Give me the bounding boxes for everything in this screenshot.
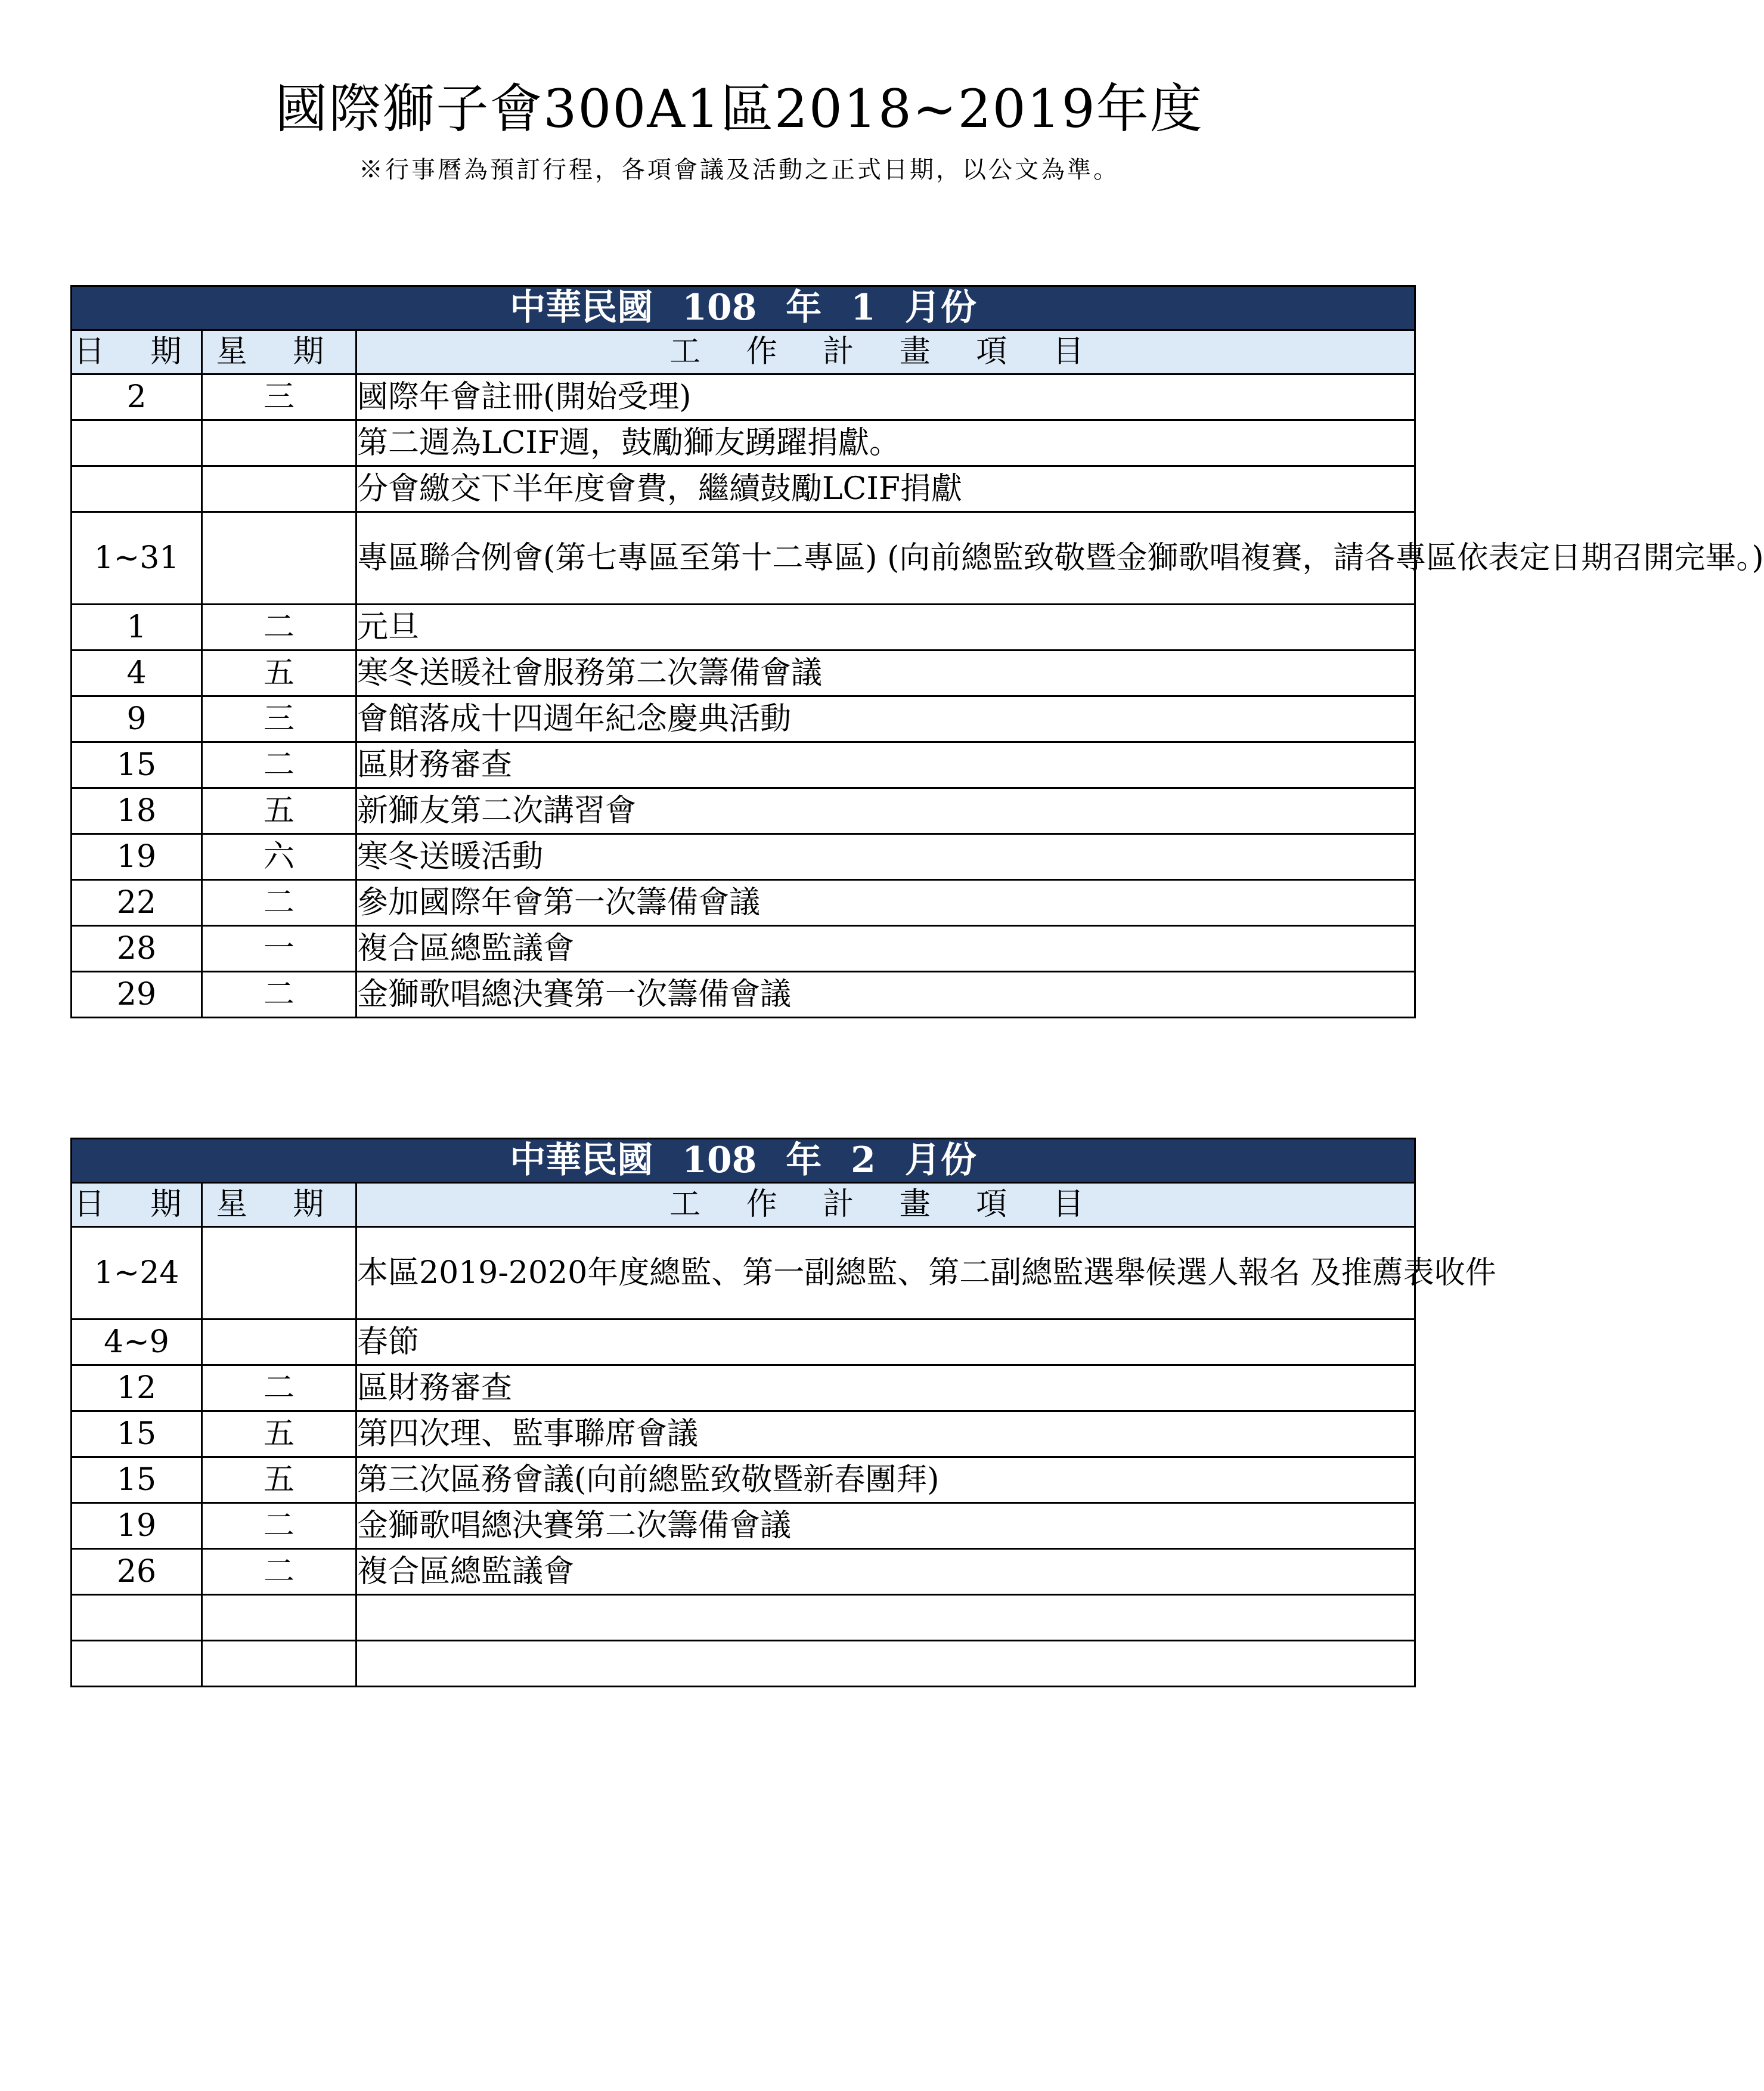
weekday-cell: 二 — [202, 1549, 356, 1595]
weekday-cell — [202, 1595, 356, 1641]
table-row — [72, 972, 1415, 1018]
task-cell: 第二週為LCIF週，鼓勵獅友踴躍捐獻。 — [356, 420, 1415, 466]
day-cell — [72, 1641, 202, 1687]
task-cell: 春節 — [356, 1319, 1415, 1365]
table-row — [72, 696, 1415, 742]
day-cell: 1~24 — [72, 1227, 202, 1319]
day-column-header: 日 期 — [72, 1183, 202, 1227]
weekday-cell — [202, 466, 356, 512]
day-cell: 15 — [72, 1411, 202, 1457]
weekday-cell: 二 — [202, 1365, 356, 1411]
task-cell: 分會繳交下半年度會費，繼續鼓勵LCIF捐獻 — [356, 466, 1415, 512]
weekday-cell — [202, 1319, 356, 1365]
task-cell: 參加國際年會第一次籌備會議 — [356, 880, 1415, 926]
task-cell: 第四次理、監事聯席會議 — [356, 1411, 1415, 1457]
day-cell: 4 — [72, 650, 202, 696]
month-header-row — [72, 286, 1415, 330]
day-cell: 1~31 — [72, 512, 202, 605]
task-cell: 新獅友第二次講習會 — [356, 788, 1415, 834]
table-row — [72, 420, 1415, 466]
task-cell: 國際年會註冊(開始受理) — [356, 374, 1415, 420]
table-row — [72, 512, 1415, 605]
weekday-cell: 二 — [202, 972, 356, 1018]
day-cell: 19 — [72, 834, 202, 880]
table-row — [72, 834, 1415, 880]
day-cell: 19 — [72, 1503, 202, 1549]
table-row — [72, 788, 1415, 834]
page-subtitle: ※行事曆為預訂行程，各項會議及活動之正式日期，以公文為準。 — [359, 156, 1120, 184]
day-column-header: 日 期 — [72, 330, 202, 374]
weekday-cell: 二 — [202, 880, 356, 926]
weekday-cell: 一 — [202, 926, 356, 972]
task-cell: 寒冬送暖活動 — [356, 834, 1415, 880]
day-cell: 15 — [72, 1457, 202, 1503]
weekday-cell — [202, 512, 356, 605]
table-row — [72, 926, 1415, 972]
day-cell: 12 — [72, 1365, 202, 1411]
weekday-cell: 二 — [202, 605, 356, 650]
table-row — [72, 1503, 1415, 1549]
task-cell: 寒冬送暖社會服務第二次籌備會議 — [356, 650, 1415, 696]
column-header-row — [72, 330, 1415, 374]
day-cell: 26 — [72, 1549, 202, 1595]
weekday-cell: 五 — [202, 788, 356, 834]
weekday-cell: 六 — [202, 834, 356, 880]
task-cell: 金獅歌唱總決賽第一次籌備會議 — [356, 972, 1415, 1018]
month-heading: 中華民國 108 年 2 月份 — [72, 1139, 1415, 1183]
month-heading: 中華民國 108 年 1 月份 — [72, 286, 1415, 330]
day-cell: 4~9 — [72, 1319, 202, 1365]
task-column-header: 工 作 計 畫 項 目 — [356, 1183, 1415, 1227]
day-cell: 15 — [72, 742, 202, 788]
task-cell: 複合區總監議會 — [356, 1549, 1415, 1595]
task-cell — [356, 1641, 1415, 1687]
table-row — [72, 880, 1415, 926]
task-cell: 元旦 — [356, 605, 1415, 650]
table-row — [72, 466, 1415, 512]
weekday-cell — [202, 1227, 356, 1319]
table-row — [72, 1227, 1415, 1319]
task-cell: 第三次區務會議(向前總監致敬暨新春團拜) — [356, 1457, 1415, 1503]
day-cell — [72, 1595, 202, 1641]
task-cell: 區財務審查 — [356, 742, 1415, 788]
january-schedule-table — [70, 285, 1764, 1018]
task-cell: 區財務審查 — [356, 1365, 1415, 1411]
page-title: 國際獅子會300A1區2018~2019年度 — [275, 78, 1204, 140]
weekday-cell: 五 — [202, 650, 356, 696]
table-row — [72, 1549, 1415, 1595]
task-cell: 會館落成十四週年紀念慶典活動 — [356, 696, 1415, 742]
weekday-cell — [202, 1641, 356, 1687]
weekday-cell: 五 — [202, 1457, 356, 1503]
weekday-cell: 五 — [202, 1411, 356, 1457]
day-cell: 9 — [72, 696, 202, 742]
day-cell: 2 — [72, 374, 202, 420]
day-cell: 18 — [72, 788, 202, 834]
day-cell: 1 — [72, 605, 202, 650]
weekday-cell: 二 — [202, 742, 356, 788]
february-schedule-table — [70, 1138, 1496, 1687]
table-row — [72, 1319, 1415, 1365]
table-row — [72, 742, 1415, 788]
weekday-cell — [202, 420, 356, 466]
column-header-row — [72, 1183, 1415, 1227]
weekday-cell: 二 — [202, 1503, 356, 1549]
table-row — [72, 1595, 1415, 1641]
day-cell — [72, 420, 202, 466]
table-row — [72, 1641, 1415, 1687]
weekday-column-header: 星 期 — [202, 330, 356, 374]
weekday-cell: 三 — [202, 374, 356, 420]
weekday-column-header: 星 期 — [202, 1183, 356, 1227]
month-header-row — [72, 1139, 1415, 1183]
table-row — [72, 1365, 1415, 1411]
day-cell: 28 — [72, 926, 202, 972]
table-row — [72, 1457, 1415, 1503]
task-cell: 專區聯合例會(第七專區至第十二專區) (向前總監致敬暨金獅歌唱複賽，請各專區依表定日期召開完畢。) — [356, 512, 1415, 605]
weekday-cell: 三 — [202, 696, 356, 742]
day-cell: 29 — [72, 972, 202, 1018]
table-row — [72, 1411, 1415, 1457]
day-cell: 22 — [72, 880, 202, 926]
task-cell: 本區2019-2020年度總監、第一副總監、第二副總監選舉候選人報名 及推薦表收件 — [356, 1227, 1415, 1319]
table-row — [72, 605, 1415, 650]
table-row — [72, 650, 1415, 696]
task-cell: 金獅歌唱總決賽第二次籌備會議 — [356, 1503, 1415, 1549]
day-cell — [72, 466, 202, 512]
task-cell: 複合區總監議會 — [356, 926, 1415, 972]
task-cell — [356, 1595, 1415, 1641]
table-row — [72, 374, 1415, 420]
task-column-header: 工 作 計 畫 項 目 — [356, 330, 1415, 374]
